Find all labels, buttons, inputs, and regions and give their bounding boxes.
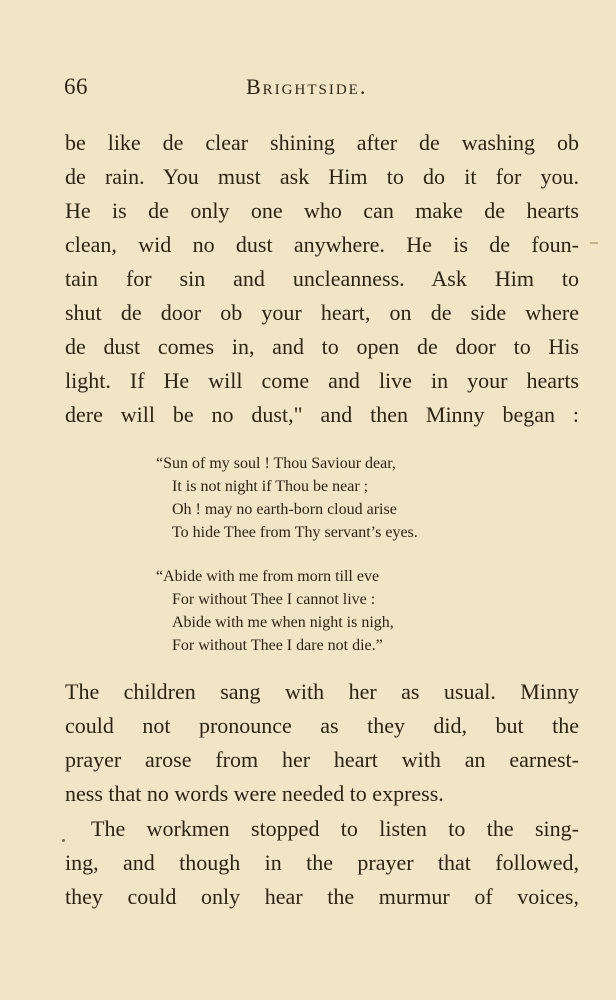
- page-number: 66: [64, 74, 88, 99]
- verse-line: To hide Thee from Thy servant’s eyes.: [172, 524, 418, 541]
- verse-line: “Abide with me from morn till eve: [156, 568, 380, 585]
- text-line: The children sang with her as usual. Minny: [65, 679, 579, 704]
- running-head: Brightside.: [246, 74, 368, 99]
- text-line: could not pronounce as they did, but the: [65, 713, 579, 738]
- ink-speck: [62, 839, 65, 842]
- verse-line: Oh ! may no earth-born cloud arise: [172, 501, 397, 518]
- verse-line: For without Thee I cannot live :: [172, 591, 376, 608]
- paragraph-1: [65, 126, 579, 432]
- verse-line: “Sun of my soul ! Thou Saviour dear,: [156, 455, 396, 472]
- hymn-stanza-1: [156, 452, 536, 544]
- text-line: tain for sin and uncleanness. Ask Him to: [65, 266, 579, 291]
- text-line: shut de door ob your heart, on de side where: [65, 300, 579, 325]
- text-line: they could only hear the murmur of voices,: [65, 884, 579, 909]
- text-line: de dust comes in, and to open de door to His: [65, 334, 579, 359]
- verse-line: For without Thee I dare not die.”: [172, 637, 383, 654]
- text-line: de rain. You must ask Him to do it for you.: [65, 164, 579, 189]
- verse-line: It is not night if Thou be near ;: [172, 478, 369, 495]
- text-line: be like de clear shining after de washing ob: [65, 130, 579, 155]
- text-line: light. If He will come and live in your hearts: [65, 368, 579, 393]
- text-line: The workmen stopped to listen to the sing-: [91, 816, 579, 841]
- verse-line: Abide with me when night is nigh,: [172, 614, 394, 631]
- paragraph-3: [65, 812, 579, 914]
- hymn-stanza-2: [156, 565, 536, 657]
- paragraph-2: [65, 675, 579, 811]
- text-line: He is de only one who can make de hearts: [65, 198, 579, 223]
- text-line: ing, and though in the prayer that followed,: [65, 850, 579, 875]
- text-line: prayer arose from her heart with an earnest-: [65, 747, 579, 772]
- text-line: dere will be no dust," and then Minny began :: [65, 402, 579, 427]
- text-line: ness that no words were needed to express.: [65, 781, 444, 806]
- text-line: clean, wid no dust anywhere. He is de foun-: [65, 232, 579, 257]
- margin-mark: [590, 242, 598, 244]
